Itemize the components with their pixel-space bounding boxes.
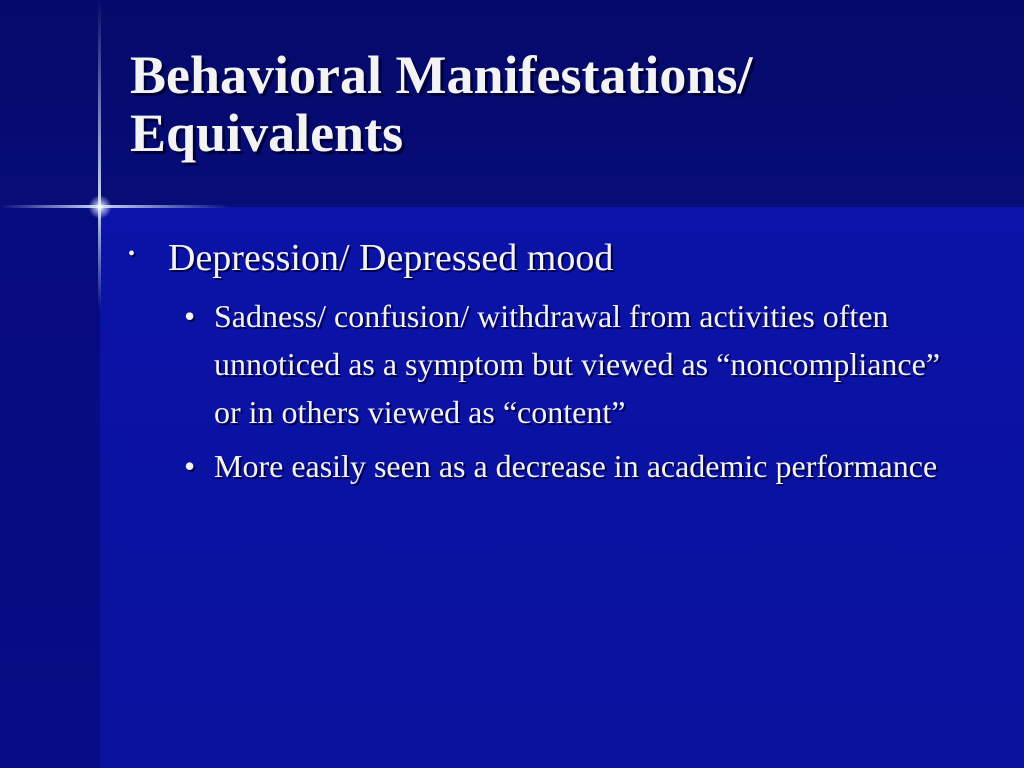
bullet-depression [128, 236, 948, 280]
subbullet-text-academic: More easily seen as a decrease in academic performance [214, 448, 938, 484]
subbullet-text-sadness: Sadness/ confusion/ withdrawal from activities often unnoticed as a symptom but viewed as “noncompliance” or in others viewed as “content” [214, 298, 941, 430]
subbullet-marker-2: • [184, 448, 196, 484]
slide-title: Behavioral Manifestations/ Equivalents [130, 45, 753, 163]
bullet-marker-1: • [128, 243, 136, 265]
subbullet-sadness [184, 292, 948, 436]
sparkle-vertical-line [98, 0, 101, 310]
depression-subpoints [128, 292, 948, 490]
slide-content [128, 236, 948, 496]
subbullet-marker-1: • [184, 298, 196, 334]
subbullet-academic [184, 442, 948, 490]
sparkle-icon [88, 195, 112, 219]
bullet-text-depression: Depression/ Depressed mood [168, 237, 614, 279]
sparkle-horizontal-line [0, 205, 230, 208]
